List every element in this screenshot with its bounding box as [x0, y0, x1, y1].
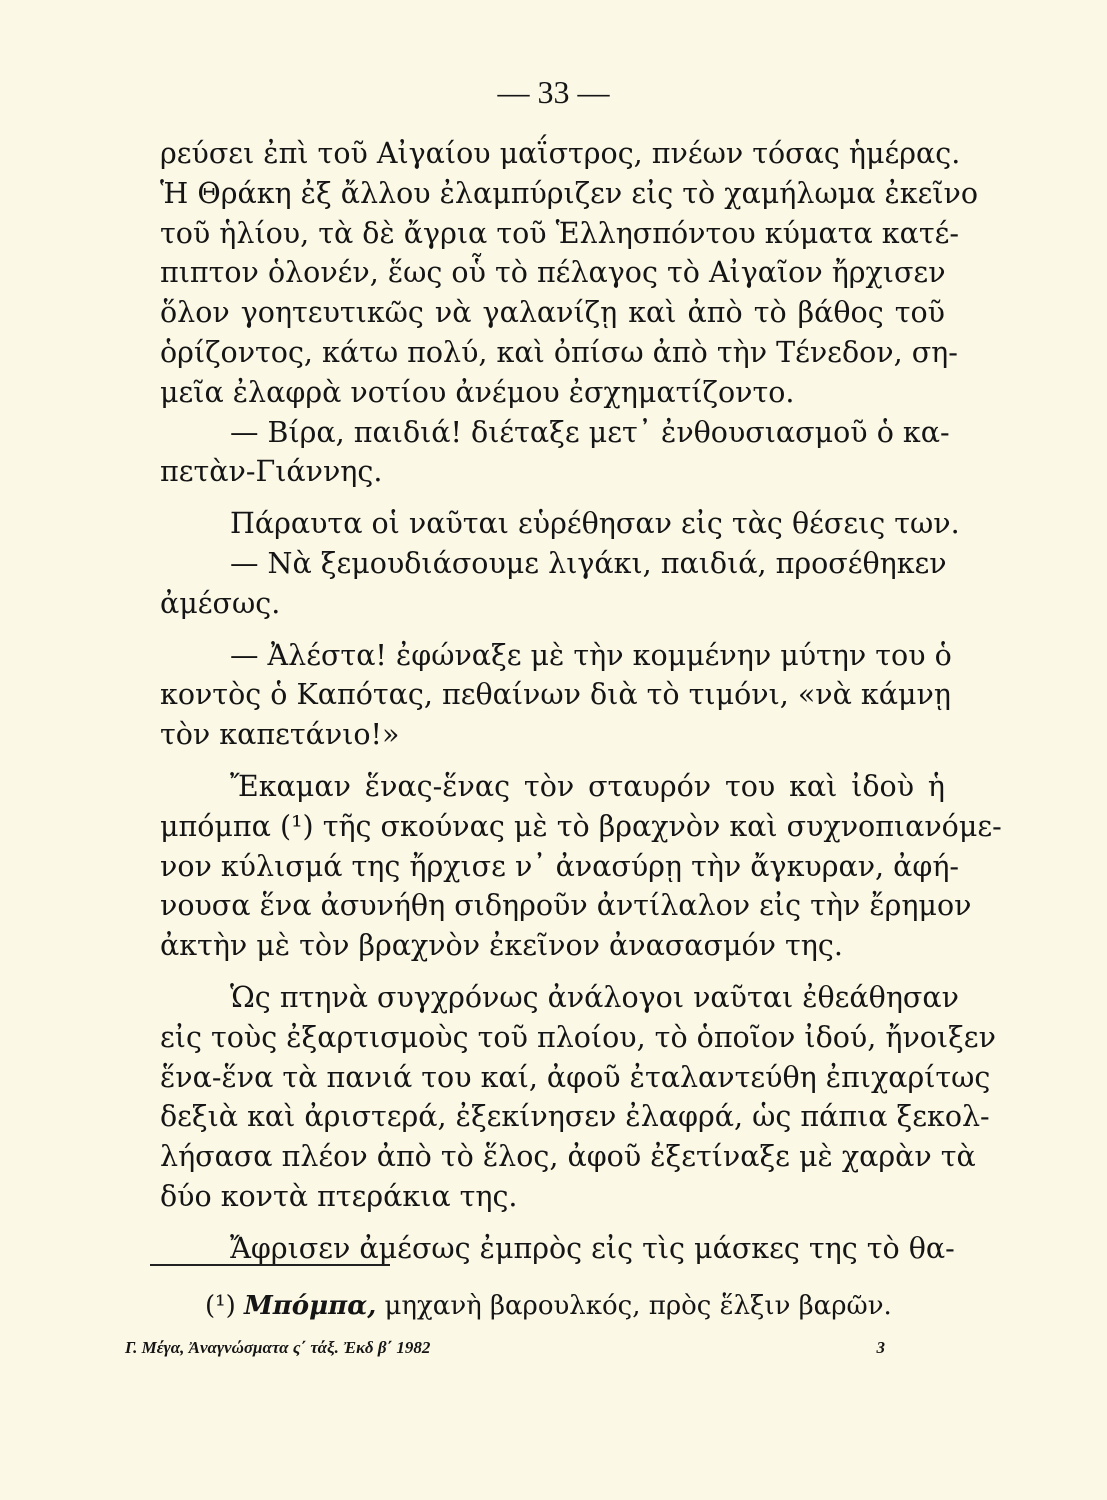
text-line: τὸν καπετάνιο!» — [160, 718, 400, 752]
text-line: Ὡς πτηνὰ συγχρόνως ἀνάλογοι ναῦται ἐθεάθησαν — [230, 980, 959, 1014]
footnote-marker: (¹) — [205, 1291, 236, 1321]
text-line: ἕνα-ἕνα τὰ πανιά του καί, ἀφοῦ ἐταλαντεύθη ἐπιχαρίτως — [160, 1060, 991, 1094]
text-line: ὁρίζοντος, κάτω πολύ, καὶ ὀπίσω ἀπὸ τὴν Τένεδον, ση- — [160, 335, 958, 369]
text-line: ἀμέσως. — [160, 586, 281, 620]
text-line: Πάραυτα οἱ ναῦται εὑρέθησαν εἰς τὰς θέσεις των. — [230, 507, 960, 541]
footnote-divider — [150, 1264, 390, 1266]
text-line: δεξιὰ καὶ ἀριστερά, ἐξεκίνησεν ἐλαφρά, ὡς πάπια ξεκολ- — [160, 1100, 990, 1134]
printer-signature — [125, 1338, 885, 1358]
text-line: ἀκτὴν μὲ τὸν βραχνὸν ἐκεῖνον ἀνασασμόν της. — [160, 929, 843, 963]
text-line: εἰς τοὺς ἐξαρτισμοὺς τοῦ πλοίου, τὸ ὁποῖον ἰδού, ἤνοιξεν — [160, 1020, 996, 1054]
body-text — [160, 134, 1002, 1269]
text-line: — Ἀλέστα! ἐφώναξε μὲ τὴν κομμένην μύτην του ὁ — [230, 638, 952, 672]
text-line: μπόμπα (¹) τῆς σκούνας μὲ τὸ βραχνὸν καὶ συχνοπιανόμε- — [160, 809, 1002, 843]
text-line: δύο κοντὰ πτεράκια της. — [160, 1179, 518, 1213]
text-line: νουσα ἕνα ἀσυνήθη σιδηροῦν ἀντίλαλον εἰς τὴν ἔρημον — [160, 889, 972, 923]
text-line: πετὰν-Γιάννης. — [160, 455, 383, 489]
footnote-text: μηχανὴ βαρουλκός, πρὸς ἕλξιν βαρῶν. — [384, 1291, 892, 1321]
text-line: ρεύσει ἐπὶ τοῦ Αἰγαίου μαΐστρος, πνέων τόσας ἡμέρας. — [160, 137, 961, 170]
signature-mark: 3 — [876, 1338, 885, 1357]
signature-title: Γ. Μέγα, Ἀναγνώσματα ς΄ τάξ. Ἐκδ β΄ 1982 — [125, 1338, 431, 1357]
text-line: Ἡ Θράκη ἐξ ἄλλου ἐλαμπύριζεν εἰς τὸ χαμήλωμα ἐκεῖνο — [160, 176, 979, 210]
text-line: ὅλον γοητευτικῶς νὰ γαλανίζῃ καὶ ἀπὸ τὸ βάθος τοῦ — [160, 296, 945, 330]
page-number: — 33 — — [497, 74, 610, 110]
text-line: μεῖα ἐλαφρὰ νοτίου ἀνέμου ἐσχηματίζοντο. — [160, 375, 795, 409]
footnote — [205, 1291, 892, 1321]
text-line: τοῦ ἡλίου, τὰ δὲ ἄγρια τοῦ Ἑλλησπόντου κύματα κατέ- — [160, 216, 959, 250]
text-line: Ἄφρισεν ἀμέσως ἐμπρὸς εἰς τὶς μάσκες της τὸ θα- — [230, 1231, 955, 1265]
text-line: κοντὸς ὁ Καπότας, πεθαίνων διὰ τὸ τιμόνι, «νὰ κάμνῃ — [160, 678, 951, 712]
footnote-term: Μπόμπα, — [243, 1291, 377, 1321]
text-line: λήσασα πλέον ἀπὸ τὸ ἕλος, ἀφοῦ ἐξετίναξε μὲ χαρὰν τὰ — [160, 1140, 976, 1174]
text-line: — Βίρα, παιδιά! διέταξε μετ᾽ ἐνθουσιασμοῦ ὁ κα- — [230, 415, 950, 449]
text-line: Ἔκαμαν ἕνας-ἕνας τὸν σταυρόν του καὶ ἰδοὺ ἡ — [230, 769, 945, 803]
text-line: — Νὰ ξεμουδιάσουμε λιγάκι, παιδιά, προσέθηκεν — [230, 546, 947, 580]
text-line: πιπτον ὁλονέν, ἕως οὗ τὸ πέλαγος τὸ Αἰγαῖον ἤρχισεν — [160, 256, 946, 290]
text-line: νον κύλισμά της ἤρχισε ν᾽ ἀνασύρῃ τὴν ἄγκυραν, ἀφή- — [160, 849, 960, 883]
